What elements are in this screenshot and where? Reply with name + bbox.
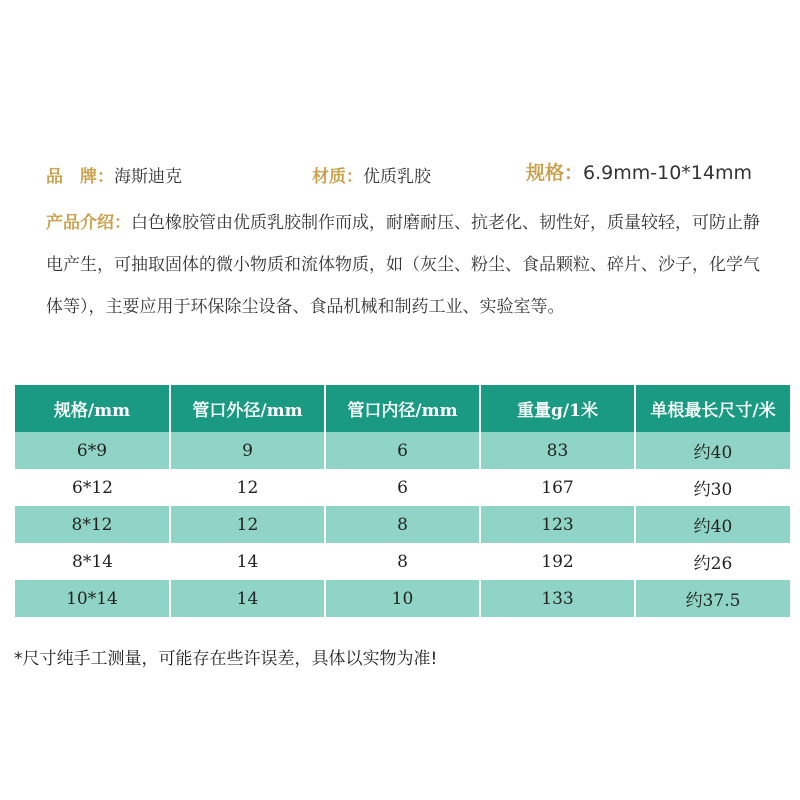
table-cell: 6 (325, 432, 480, 469)
table-cell: 133 (480, 580, 635, 617)
table-cell: 约30 (635, 469, 790, 506)
table-cell: 6*12 (15, 469, 170, 506)
header-cell: 管口内径/mm (325, 385, 480, 432)
brand-label: 品 牌： (46, 167, 114, 187)
product-intro (46, 202, 766, 328)
table-cell: 83 (480, 432, 635, 469)
table-row (15, 506, 790, 543)
table-cell: 12 (170, 506, 325, 543)
brand-spec (46, 162, 182, 187)
header-cell: 单根最长尺寸/米 (635, 385, 790, 432)
brand-value: 海斯迪克 (114, 167, 182, 187)
table-cell: 123 (480, 506, 635, 543)
spec-line (46, 156, 766, 190)
header-cell: 重量g/1米 (480, 385, 635, 432)
table-cell: 10 (325, 580, 480, 617)
table-cell: 8 (325, 543, 480, 580)
table-cell: 10*14 (15, 580, 170, 617)
table-cell: 9 (170, 432, 325, 469)
header-cell: 管口外径/mm (170, 385, 325, 432)
table-row (15, 432, 790, 469)
measurement-note: *尺寸纯手工测量，可能存在些许误差，具体以实物为准! (14, 649, 438, 669)
material-value: 优质乳胶 (363, 167, 431, 187)
material-spec (312, 162, 431, 187)
size-label: 规格： (526, 162, 584, 184)
table-cell: 8*14 (15, 543, 170, 580)
spec-table (14, 385, 790, 617)
table-cell: 14 (170, 543, 325, 580)
table-cell: 约40 (635, 506, 790, 543)
size-spec (526, 158, 752, 185)
table-cell: 约40 (635, 432, 790, 469)
table-cell: 8 (325, 506, 480, 543)
table-cell: 14 (170, 580, 325, 617)
table-cell: 192 (480, 543, 635, 580)
table-cell: 6 (325, 469, 480, 506)
table-header-row (15, 385, 790, 432)
table-cell: 约37.5 (635, 580, 790, 617)
table-row (15, 580, 790, 617)
table-cell: 6*9 (15, 432, 170, 469)
intro-text: 白色橡胶管由优质乳胶制作而成，耐磨耐压、抗老化、韧性好，质量较轻，可防止静电产生，可抽取固体的微小物质和流体物质，如（灰尘、粉尘、食品颗粒、碎片、沙子，化学气体等），主要应用于环保除尘设备、食品机械和制药工业、实验室等。 (46, 213, 760, 317)
table-row (15, 543, 790, 580)
intro-label: 产品介绍： (46, 213, 131, 233)
table-cell: 8*12 (15, 506, 170, 543)
table-cell: 12 (170, 469, 325, 506)
size-value: 6.9mm-10*14mm (583, 162, 752, 184)
table-cell: 约26 (635, 543, 790, 580)
material-label: 材质： (312, 167, 363, 187)
header-cell: 规格/mm (15, 385, 170, 432)
table-cell: 167 (480, 469, 635, 506)
table-row (15, 469, 790, 506)
